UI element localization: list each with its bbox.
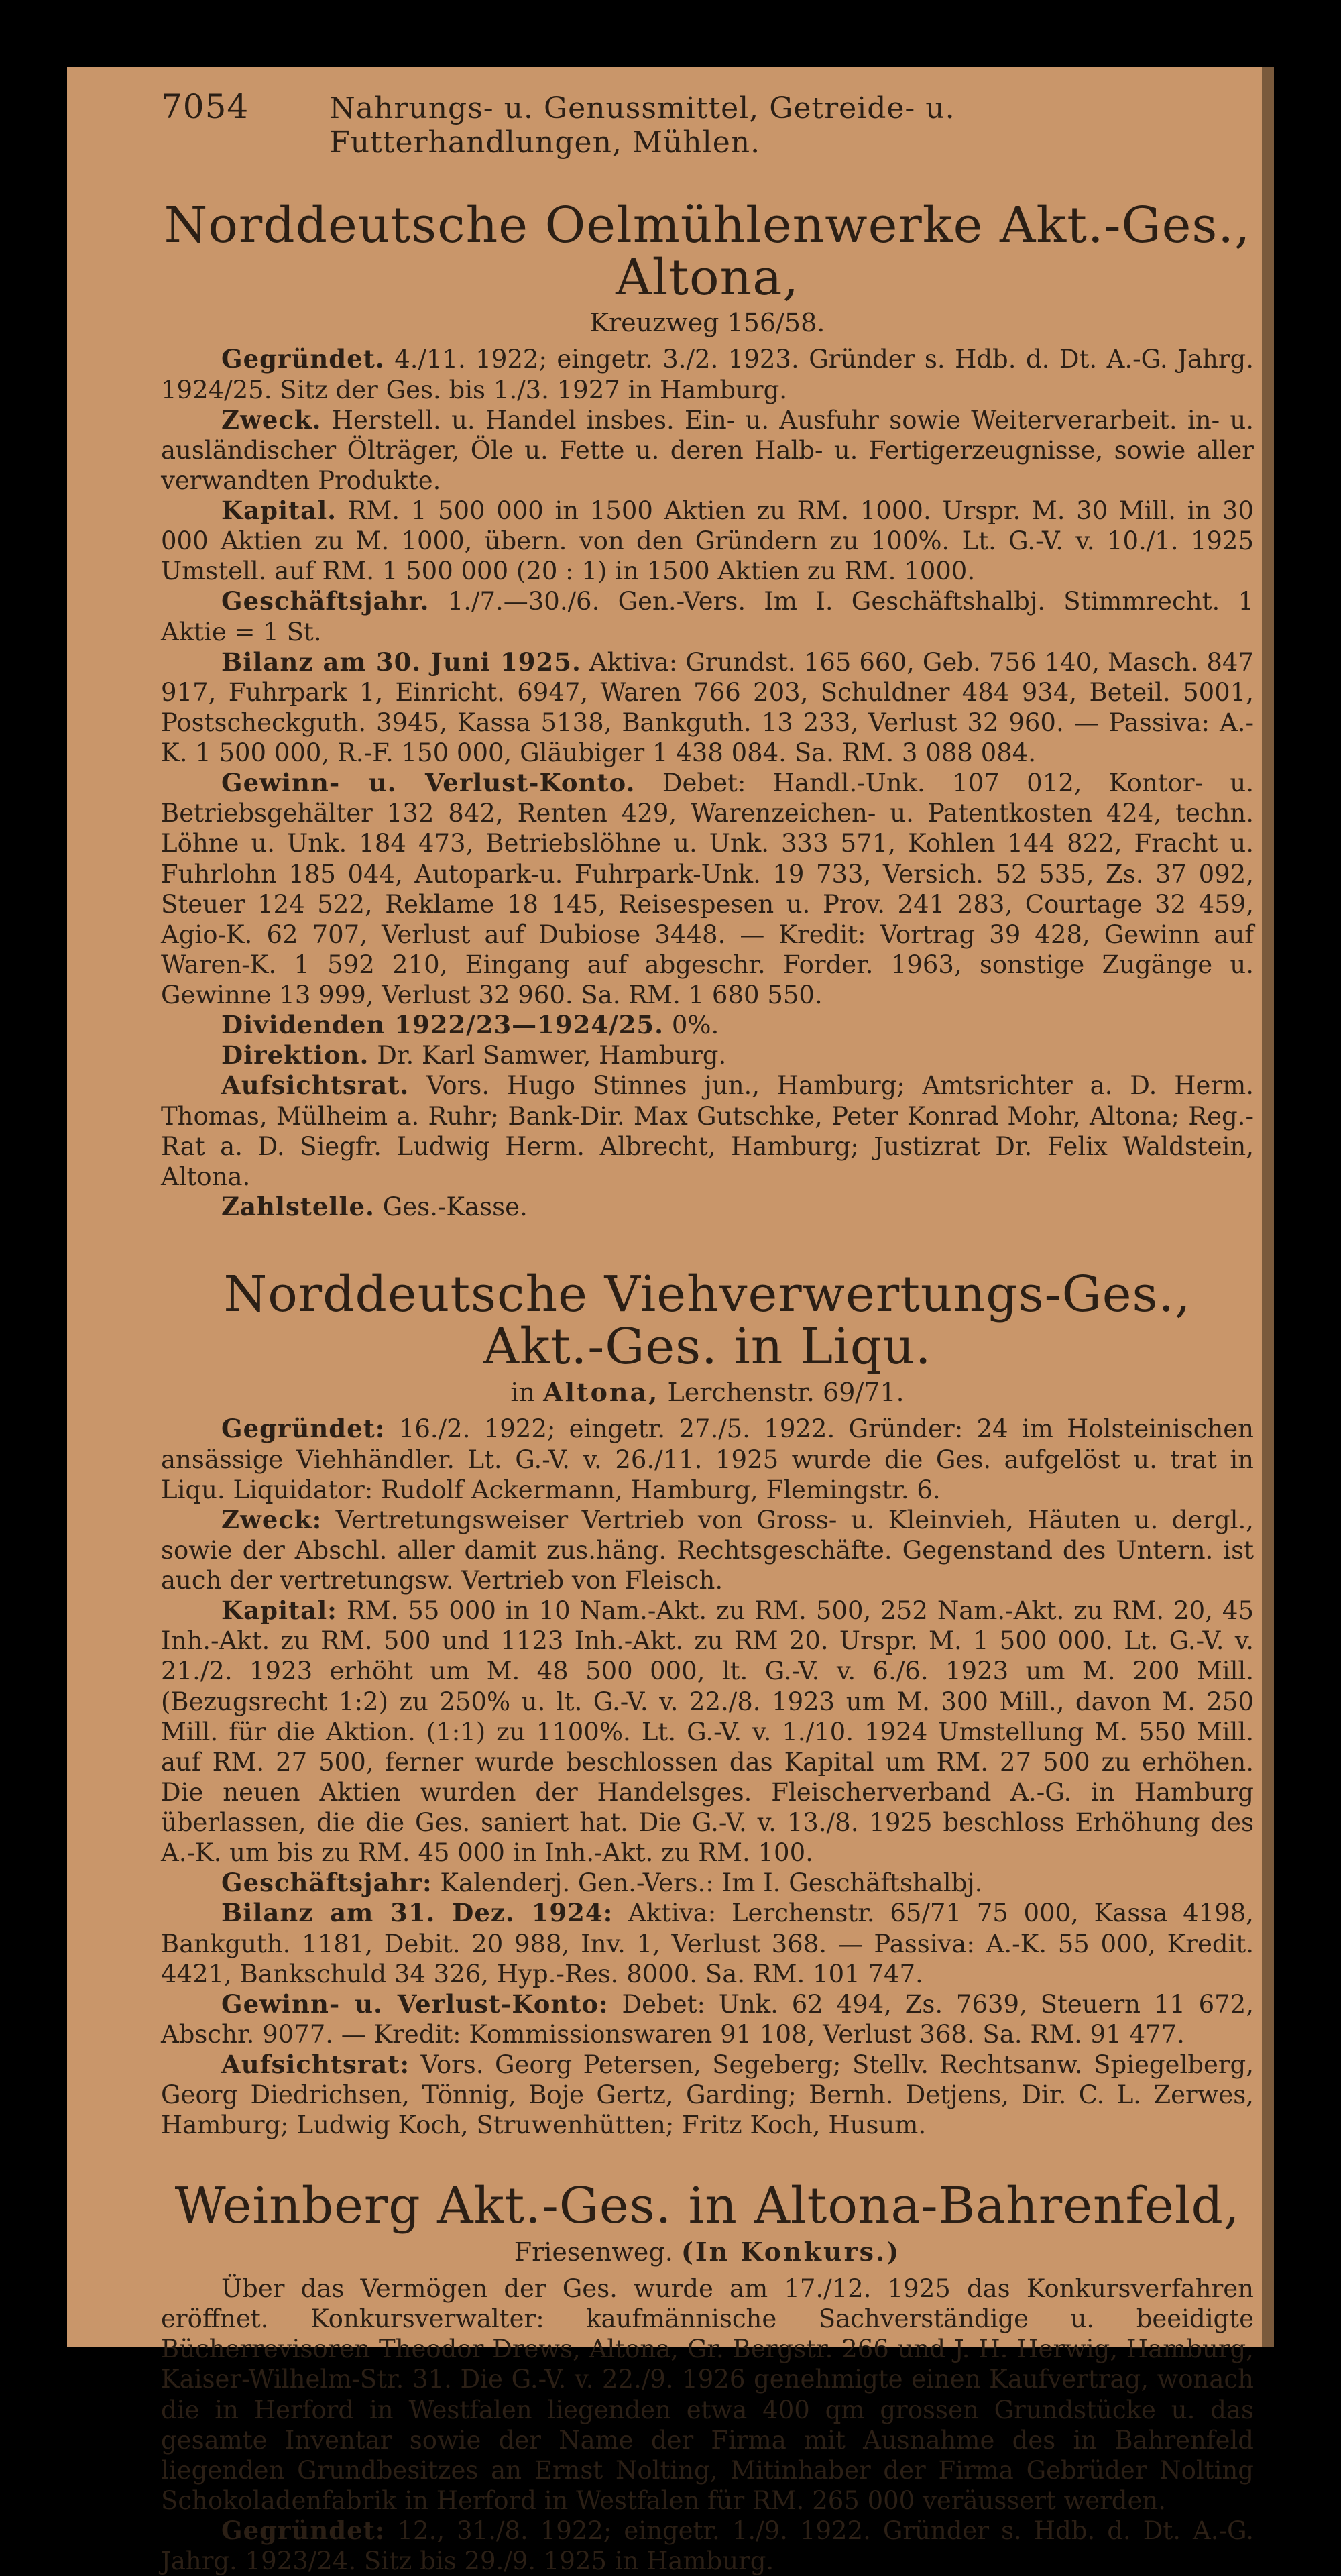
running-head-title: Nahrungs- u. Genussmittel, Getreide- u. Futterhandlungen, Mühlen.	[329, 91, 955, 160]
entry-paragraph	[161, 1505, 1254, 1595]
paragraph-text: RM. 55 000 in 10 Nam.-Akt. zu RM. 500, 252 Nam.-Akt. zu RM. 20, 45 Inh.-Akt. zu RM. 500 und 1123 Inh.-Akt. zu RM 20. Urspr. M. 1 500 000. Lt. G.-V. v. 21./2. 1923 erhöht um M. 48 500 000, lt. G.-V. v. 6./6. 1923 um M. 200 Mill. (Bezugsrecht 1:2) zu 250% u. lt. G.-V. v. 22./8. 1923 um M. 300 Mill., davon M. 250 Mill. für die Aktion. (1:1) zu 1100%. Lt. G.-V. v. 1./10. 1924 Umstellung M. 550 Mill. auf RM. 27 500, ferner wurde beschlossen das Kapital um RM. 27 500 zu erhöhen. Die neuen Aktien wurden der Handelsges. Fleischerverband A.-G. in Hamburg überlassen, die die Ges. saniert hat. Die G.-V. v. 13./8. 1925 beschloss Erhöhung des A.-K. um bis zu RM. 45 000 in Inh.-Akt. zu RM. 100.	[161, 1596, 1254, 1868]
company-heading	[161, 1266, 1254, 1376]
paragraph-text: 16./2. 1922; eingetr. 27./5. 1922. Gründer: 24 im Holsteinischen ansässige Viehhändler. Lt. G.-V. v. 26./11. 1925 wurde die Ges. aufgelöst u. trat in Liqu. Liquidator: Rudolf Ackermann, Hamburg, Flemingstr. 6.	[161, 1414, 1254, 1504]
paragraph-key: Kapital:	[221, 1595, 337, 1626]
address-street: Friesenweg.	[514, 2237, 673, 2267]
paragraph-text: Vertretungsweiser Vertrieb von Gross- u. Kleinvieh, Häuten u. dergl., sowie der Abschl. aller damit zus.häng. Rechtsgeschäfte. Gegenstand des Untern. ist auch der vertretungsw. Vertrieb von Fleisch.	[161, 1505, 1254, 1595]
address-city: Altona,	[543, 1377, 660, 1408]
entry-paragraph	[161, 344, 1254, 404]
paragraph-key: Gegründet:	[221, 2516, 386, 2546]
address-street: Lerchenstr. 69/71.	[667, 1378, 905, 1408]
paragraph-key: Direktion.	[221, 1040, 369, 1070]
paragraph-text: Über das Vermögen der Ges. wurde am 17./12. 1925 das Konkursverfahren eröffnet. Konkursverwalter: kaufmännische Sachverständige u. beeidigte Bücherrevisoren Theodor Drews, Altona, Gr. Bergstr. 266 und J. H. Herwig, Hamburg, Kaiser-Wilhelm-Str. 31. Die G.-V. v. 22./9. 1926 genehmigte einen Kaufvertrag, wonach die in Herford in Westfalen liegenden etwa 400 qm grossen Grundstücke u. das gesamte Inventar sowie der Name der Firma mit Ausnahme des in Bahrenfeld liegenden Grundbesitzes an Ernst Nolting, Mitinhaber der Firma Gebrüder Nolting Schokoladenfabrik in Herford in Westfalen für RM. 265 000 veräussert werden.	[161, 2274, 1254, 2515]
paragraph-text: Dr. Karl Samwer, Hamburg.	[377, 1041, 727, 1070]
paragraph-key: Kapital.	[221, 496, 337, 525]
entry-paragraph	[161, 405, 1254, 496]
paragraph-key: Zweck:	[221, 1504, 323, 1534]
entry-separator	[161, 1222, 1254, 1269]
paragraph-key: Zahlstelle.	[221, 1191, 375, 1221]
entry-separator	[161, 2140, 1254, 2180]
paragraph-key: Aufsichtsrat.	[221, 1070, 410, 1101]
book-page	[67, 67, 1274, 2576]
company-city: Altona,	[616, 248, 799, 306]
paragraph-key: Zweck.	[221, 404, 322, 435]
company-name: Norddeutsche Viehverwertungs-Ges.,	[223, 1266, 1191, 1323]
entry-paragraph	[161, 1868, 1254, 1898]
paragraph-key: Geschäftsjahr:	[221, 1868, 432, 1898]
entry-paragraph	[161, 647, 1254, 769]
paragraph-text: Herstell. u. Handel insbes. Ein- u. Ausfuhr sowie Weiterverarbeit. in- u. ausländischer Ölträger, Öle u. Fette u. deren Halb- u. Fertigerzeugnisse, sowie aller verwandten Produkte.	[161, 405, 1254, 495]
company-entry	[161, 197, 1255, 1222]
paragraph-text: Kalenderj. Gen.-Vers.: Im I. Geschäftshalbj.	[440, 1868, 983, 1898]
entry-paragraph	[161, 1070, 1254, 1192]
paragraph-key: Gewinn- u. Verlust-Konto:	[221, 1989, 609, 2019]
paragraph-key: Aufsichtsrat:	[221, 2050, 410, 2079]
entry-paragraph	[161, 768, 1254, 1010]
paragraph-key: Gewinn- u. Verlust-Konto.	[221, 768, 636, 798]
paragraph-text: Aktiva: Grundst. 165 660, Geb. 756 140, Masch. 847 917, Fuhrpark 1, Einricht. 6947, Waren 766 203, Schuldner 484 934, Beteil. 5001, Postscheckguth. 3945, Kassa 5138, Bankguth. 13 233, Verlust 32 960. — Passiva: A.-K. 1 500 000, R.-F. 150 000, Gläubiger 1 438 084. Sa. RM. 3 088 084.	[161, 647, 1255, 767]
paragraph-text: Debet: Handl.-Unk. 107 012, Kontor- u. Betriebsgehälter 132 842, Renten 429, Warenzeichen- u. Patentkosten 424, techn. Löhne u. Unk. 184 473, Betriebslöhne u. Unk. 333 571, Kohlen 144 822, Fracht u. Fuhrlohn 185 044, Autopark-u. Fuhrpark-Unk. 19 733, Versich. 52 535, Zs. 37 092, Steuer 124 522, Reklame 18 145, Reisespesen u. Prov. 241 283, Courtage 32 459, Agio-K. 62 707, Verlust auf Dubiose 3448. — Kredit: Vortrag 39 428, Gewinn auf Waren-K. 1 592 210, Eingang auf abgeschr. Forder. 1963, sonstige Zugänge u. Gewinne 13 999, Verlust 32 960. Sa. RM. 1 680 550.	[161, 769, 1254, 1009]
entry-paragraph	[161, 1595, 1254, 1868]
company-entry	[161, 2177, 1254, 2576]
paragraph-text: 1./7.—30./6. Gen.-Vers. Im I. Geschäftshalbj. Stimmrecht. 1 Aktie = 1 St.	[161, 587, 1254, 647]
entry-paragraph	[161, 1989, 1254, 2050]
paragraph-text: RM. 1 500 000 in 1500 Aktien zu RM. 1000. Urspr. M. 30 Mill. in 30 000 Aktien zu M. 1000, übern. von den Gründern zu 100%. Lt. G.-V. v. 10./1. 1925 Umstell. auf RM. 1 500 000 (20 : 1) in 1500 Aktien zu RM. 1000.	[161, 496, 1254, 586]
entry-paragraph	[161, 496, 1254, 586]
company-entry	[161, 1266, 1255, 2140]
page-content	[161, 87, 1254, 2576]
entry-paragraph	[161, 1010, 1254, 1040]
page-number: 7054	[161, 87, 249, 126]
company-name: Weinberg Akt.-Ges. in Altona-Bahrenfeld,	[174, 2177, 1240, 2235]
paragraph-key: Gegründet.	[221, 344, 385, 374]
address-prefix: in	[510, 1378, 536, 1408]
company-heading	[161, 2177, 1254, 2235]
paragraph-key: Gegründet:	[221, 1414, 386, 1444]
page-gutter-shadow	[1262, 67, 1274, 2347]
paragraph-text: 0%.	[671, 1011, 719, 1040]
entry-paragraph	[161, 586, 1254, 647]
running-head	[161, 87, 1254, 160]
paragraph-key: Dividenden 1922/23—1924/25.	[221, 1010, 664, 1040]
entry-paragraph	[161, 2516, 1254, 2576]
paragraph-key: Bilanz am 30. Juni 1925.	[221, 647, 581, 677]
company-address	[161, 1377, 1254, 1407]
entry-paragraph	[161, 1040, 1254, 1070]
entry-paragraph	[161, 2050, 1254, 2140]
paragraph-text: 12., 31./8. 1922; eingetr. 1./9. 1922. Gründer s. Hdb. d. Dt. A.-G. Jahrg. 1923/24. Sitz bis 29./9. 1925 in Hamburg.	[161, 2516, 1254, 2576]
entry-paragraph	[161, 1414, 1254, 1504]
entry-paragraph	[161, 2274, 1254, 2516]
paragraph-text: 4./11. 1922; eingetr. 3./2. 1923. Gründer s. Hdb. d. Dt. A.-G. Jahrg. 1924/25. Sitz der Ges. bis 1./3. 1927 in Hamburg.	[161, 345, 1254, 404]
paragraph-key: Geschäftsjahr.	[221, 586, 430, 616]
company-city: Akt.-Ges. in Liqu.	[483, 1317, 932, 1376]
company-heading	[161, 197, 1254, 306]
company-address: Kreuzweg 156/58.	[589, 308, 825, 338]
company-address	[161, 2237, 1254, 2267]
paragraph-text: Aktiva: Lerchenstr. 65/71 75 000, Kassa 4198, Bankguth. 1181, Debit. 20 988, Inv. 1, Verlust 368. — Passiva: A.-K. 55 000, Kredit. 4421, Bankschuld 34 326, Hyp.-Res. 8000. Sa. RM. 101 747.	[161, 1899, 1254, 1989]
company-name: Norddeutsche Oelmühlenwerke Akt.-Ges.,	[164, 197, 1251, 254]
address-note: (In Konkurs.)	[681, 2237, 901, 2267]
paragraph-text: Vors. Georg Petersen, Segeberg; Stellv. Rechtsanw. Spiegelberg, Georg Diedrichsen, Tönnig, Boje Gertz, Garding; Bernh. Detjens, Dir. C. L. Zerwes, Hamburg; Ludwig Koch, Struwenhütten; Fritz Koch, Husum.	[161, 2050, 1255, 2140]
entry-paragraph	[161, 1192, 1254, 1222]
paragraph-text: Ges.-Kasse.	[382, 1192, 528, 1221]
entry-paragraph	[161, 1898, 1254, 1989]
paragraph-key: Bilanz am 31. Dez. 1924:	[221, 1898, 614, 1928]
paragraph-text: Vors. Hugo Stinnes jun., Hamburg; Amtsrichter a. D. Herm. Thomas, Mülheim a. Ruhr; Bank-Dir. Max Gutschke, Peter Konrad Mohr, Altona; Reg.-Rat a. D. Siegfr. Ludwig Herm. Albrecht, Hamburg; Justizrat Dr. Felix Waldstein, Altona.	[161, 1071, 1254, 1191]
paragraph-text: Debet: Unk. 62 494, Zs. 7639, Steuern 11 672, Abschr. 9077. — Kredit: Kommissionswaren 91 108, Verlust 368. Sa. RM. 91 477.	[161, 1989, 1254, 2049]
